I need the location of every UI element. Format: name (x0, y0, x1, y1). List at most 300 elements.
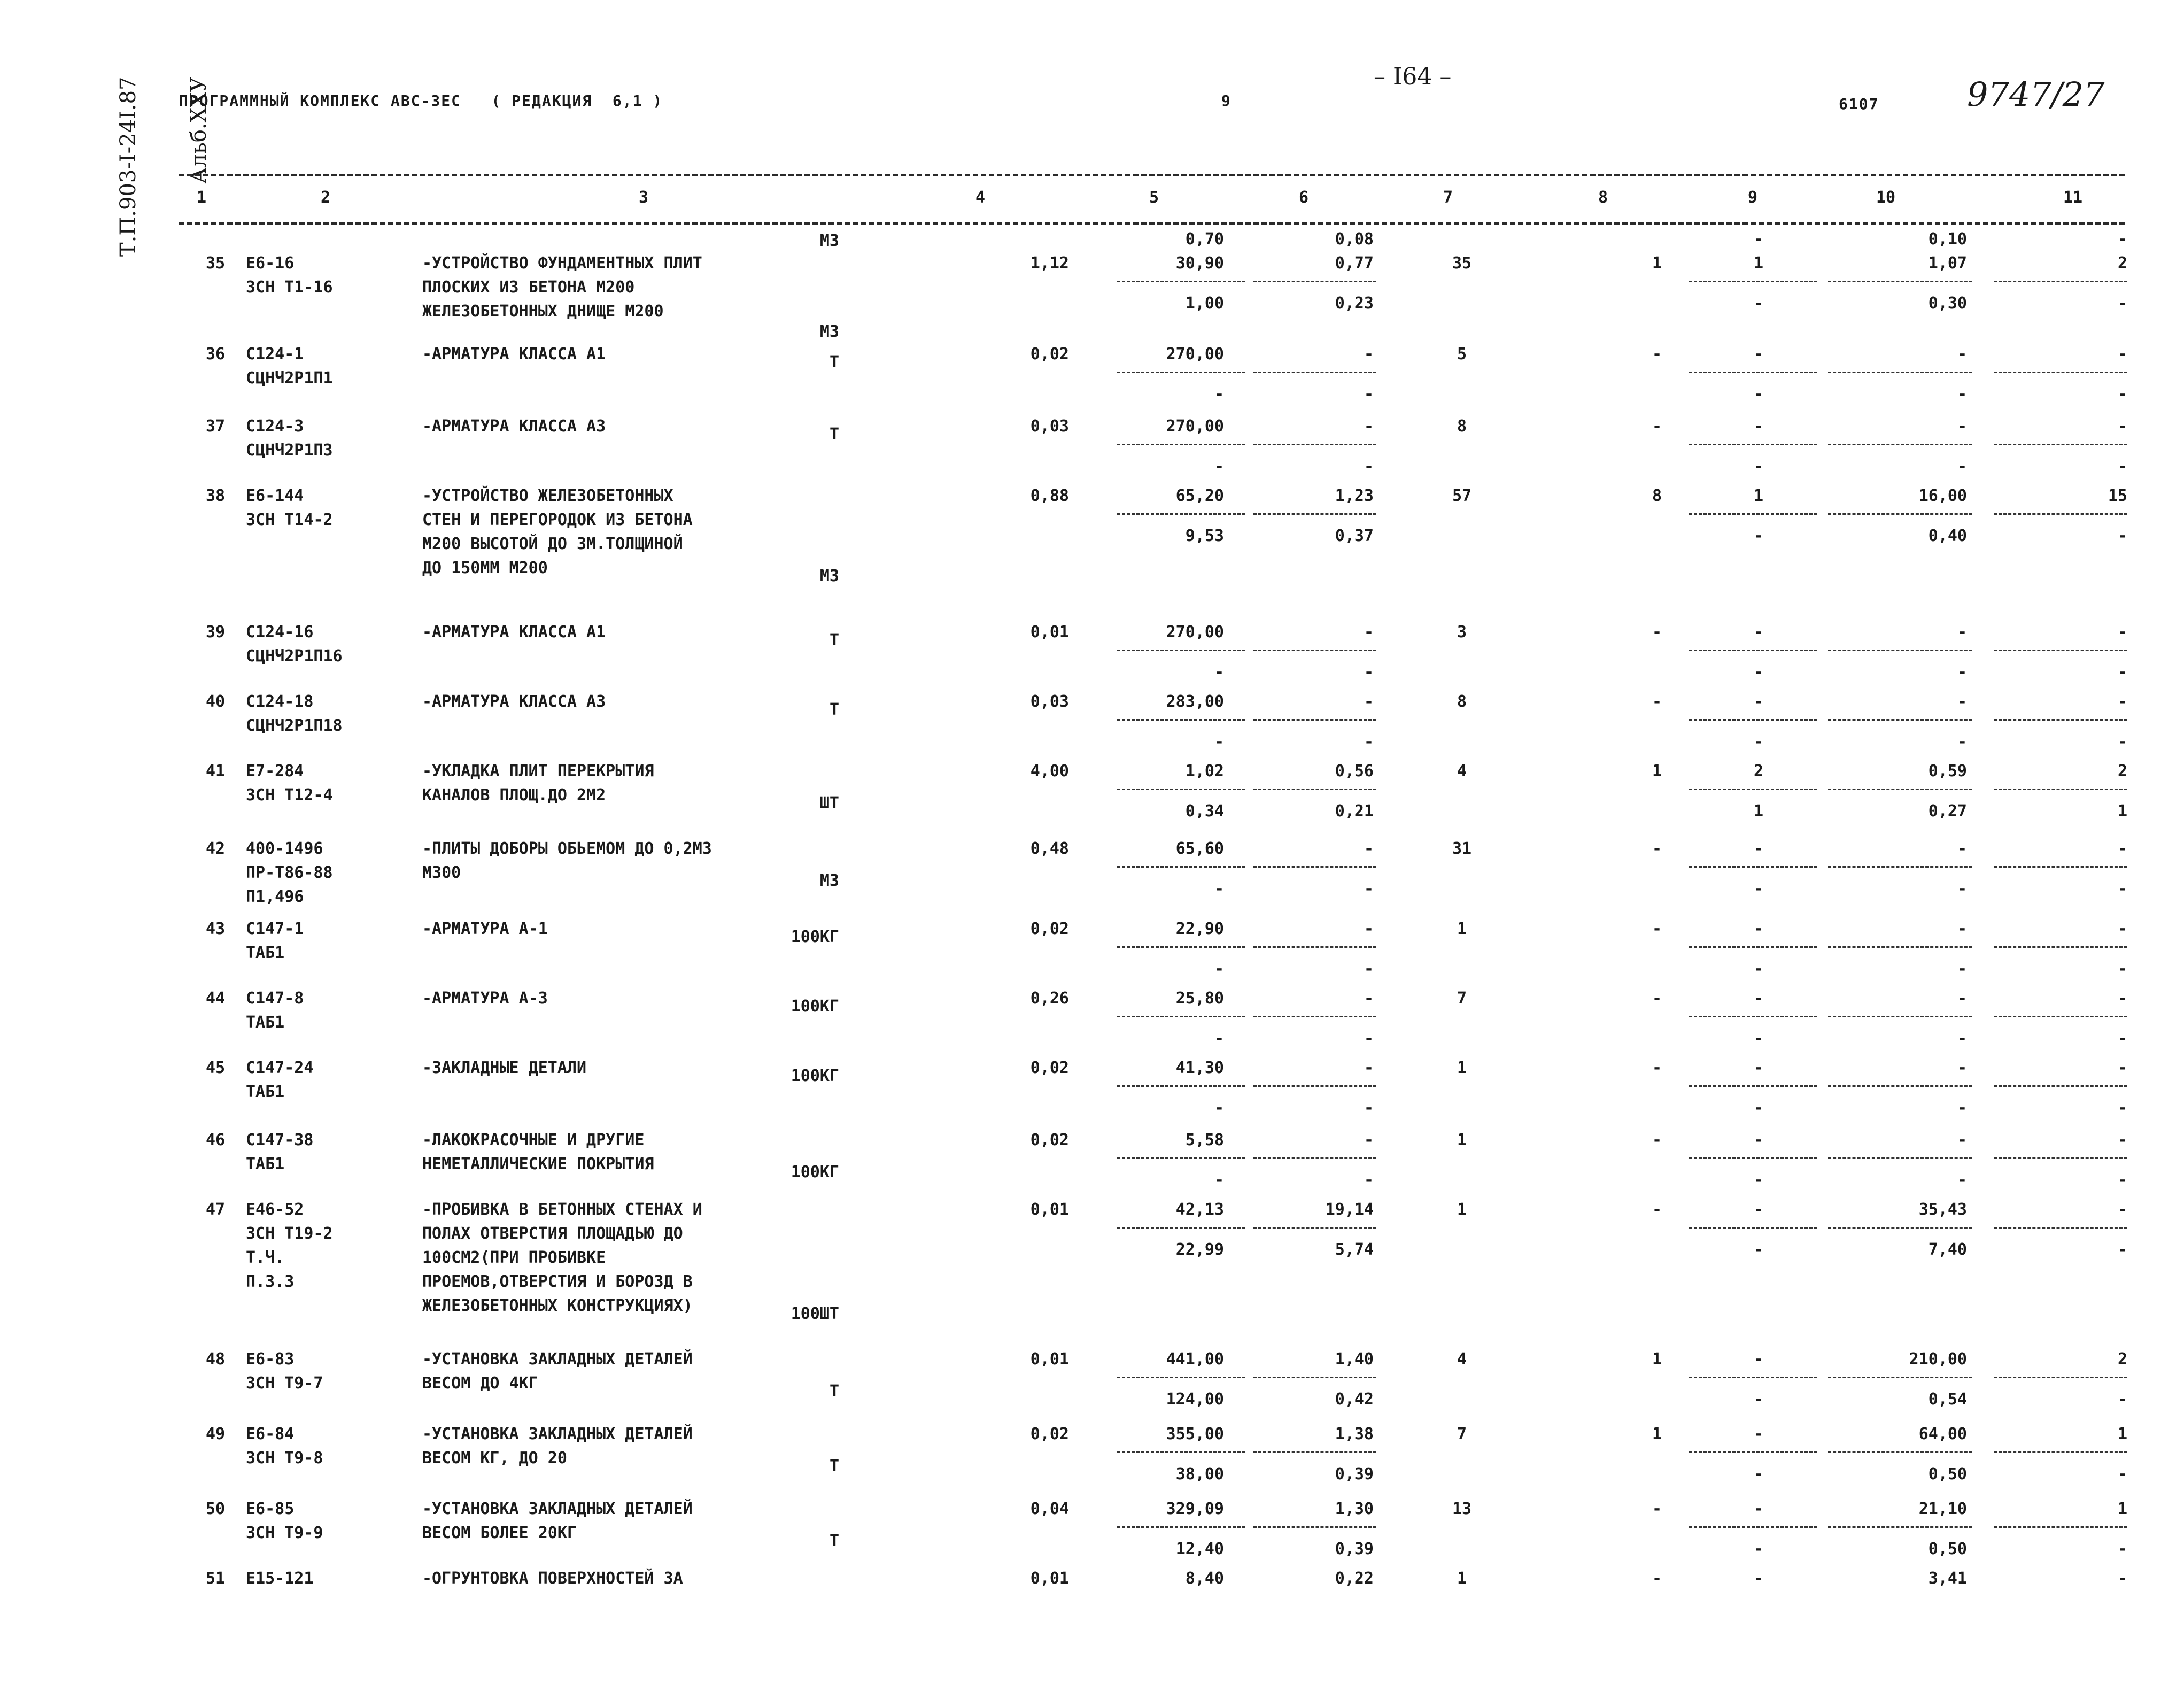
row-col6: 1,23 (1335, 486, 1374, 505)
row-col6: 0,22 (1335, 1569, 1374, 1588)
col-3: 3 (639, 188, 649, 207)
row-col11: - (2117, 692, 2127, 711)
col-8: 8 (1598, 188, 1608, 207)
cell-divider (1253, 1227, 1376, 1229)
row-col5-sub: 22,99 (1175, 1240, 1224, 1259)
row-code: С147-1 ТАБ1 (246, 920, 304, 962)
row-col7: 3 (1457, 623, 1467, 642)
col-7: 7 (1443, 188, 1453, 207)
row-col6: - (1364, 920, 1374, 938)
row-col10: - (1957, 692, 1967, 711)
row-col10-sub: - (1957, 1171, 1967, 1190)
row-col5: 65,20 (1175, 486, 1224, 505)
row-col9: - (1753, 920, 1764, 938)
cell-divider (1253, 789, 1376, 790)
row-col10: - (1957, 1059, 1967, 1077)
cell-divider (1994, 1451, 2127, 1453)
col-9: 9 (1748, 188, 1758, 207)
cell-divider (1828, 513, 1972, 515)
row-col10: 21,10 (1918, 1500, 1967, 1518)
row-col11: - (2117, 1200, 2127, 1219)
row-col5-sub: - (1214, 1029, 1224, 1048)
cell-divider (1994, 866, 2127, 868)
cell-divider (1994, 1377, 2127, 1378)
row-description: -ПЛИТЫ ДОБОРЫ ОБЬЕМОМ ДО 0,2М3 М300 (422, 839, 712, 882)
row-col9-sub: - (1753, 1171, 1764, 1190)
row-col5: 270,00 (1166, 417, 1224, 436)
row-col11-sub: - (2117, 385, 2127, 404)
row-number: 39 (206, 623, 226, 642)
row-col9-sub: - (1753, 385, 1764, 404)
row-col4: 0,03 (1030, 417, 1069, 436)
row-description: -АРМАТУРА КЛАССА А1 (422, 623, 606, 642)
row-col6-sub: - (1364, 732, 1374, 751)
row-col10: - (1957, 623, 1967, 642)
row-unit: Т (829, 700, 839, 719)
row-col4: 0,03 (1030, 692, 1069, 711)
row-number: 46 (206, 1131, 226, 1149)
row-col7: 1 (1457, 1200, 1467, 1219)
row-col5: 5,58 (1185, 1131, 1224, 1149)
row-col7: 1 (1457, 1059, 1467, 1077)
row-col6-sub: 0,21 (1335, 802, 1374, 821)
cell-divider (1828, 1377, 1972, 1378)
row-col8: 1 (1652, 1350, 1662, 1369)
row-code: С124-3 СЦНЧ2Р1П3 (246, 417, 333, 460)
cell-divider (1689, 1157, 1817, 1159)
row-number: 50 (206, 1500, 226, 1518)
row-description: -УСТАНОВКА ЗАКЛАДНЫХ ДЕТАЛЕЙ ВЕСОМ КГ, ДО 20 (422, 1425, 693, 1468)
row-col4: 0,02 (1030, 1059, 1069, 1077)
cell-divider (1117, 1085, 1245, 1087)
row-col9-sub: - (1753, 1390, 1764, 1409)
cell-divider (1994, 650, 2127, 651)
row-col7: 5 (1457, 345, 1467, 364)
cell-divider (1994, 372, 2127, 373)
row-col5-sub: - (1214, 879, 1224, 898)
cell-divider (1828, 1451, 1972, 1453)
row-col10-sub: - (1957, 732, 1967, 751)
row-col5: 25,80 (1175, 989, 1224, 1008)
row-col8: 1 (1652, 254, 1662, 273)
row-col6: 1,40 (1335, 1350, 1374, 1369)
row-col6: 1,30 (1335, 1500, 1374, 1518)
row-col6: 19,14 (1325, 1200, 1374, 1219)
cell-divider (1117, 1526, 1245, 1528)
row-col11: - (2117, 1131, 2127, 1149)
row-col11-sub: - (2117, 1240, 2127, 1259)
row-unit: 100КГ (791, 928, 839, 946)
row-code: С147-24 ТАБ1 (246, 1059, 314, 1101)
row-col9: - (1753, 623, 1764, 642)
cell-divider (1689, 1451, 1817, 1453)
row-col11-sub: - (2117, 527, 2127, 545)
row-col10-sub: - (1957, 663, 1967, 682)
row-col6-sub: - (1364, 960, 1374, 978)
row-col5-sub: - (1214, 732, 1224, 751)
cell-divider (1117, 866, 1245, 868)
row-code: С124-1 СЦНЧ2Р1П1 (246, 345, 333, 388)
row-col5: 270,00 (1166, 623, 1224, 642)
row-col11: 1 (2117, 1500, 2127, 1518)
row-col11: 1 (2117, 1425, 2127, 1443)
row-col10: 16,00 (1918, 486, 1967, 505)
row-col11: - 2 (2117, 230, 2127, 273)
row-col5: 441,00 (1166, 1350, 1224, 1369)
row-col5-sub: 0,34 (1185, 802, 1224, 821)
row-col4: 0,04 (1030, 1500, 1069, 1518)
row-description: -ОГРУНТОВКА ПОВЕРХНОСТЕЙ ЗА (422, 1569, 683, 1588)
row-col4: 0,01 (1030, 1569, 1069, 1588)
row-col8: - (1652, 1569, 1662, 1588)
cell-divider (1994, 513, 2127, 515)
row-unit: Т (829, 1532, 839, 1550)
row-col6: - (1364, 417, 1374, 436)
row-col4: 0,01 (1030, 1200, 1069, 1219)
cell-divider (1689, 946, 1817, 948)
cell-divider (1253, 650, 1376, 651)
cell-divider (1117, 1016, 1245, 1017)
row-col8: - (1652, 1500, 1662, 1518)
row-col9: 2 (1753, 762, 1764, 781)
row-col10-sub: 0,27 (1928, 802, 1967, 821)
row-col5-sub: - (1214, 385, 1224, 404)
row-col6-sub: - (1364, 385, 1374, 404)
row-col10: - (1957, 839, 1967, 858)
cell-divider (1253, 719, 1376, 721)
row-col8: - (1652, 1200, 1662, 1219)
cell-divider (1689, 866, 1817, 868)
handwritten-number: 9747/27 (1967, 75, 2105, 114)
cell-divider (1253, 1085, 1376, 1087)
row-col10-sub: 0,30 (1928, 294, 1967, 313)
row-description: -АРМАТУРА А-3 (422, 989, 548, 1008)
row-description: -УСТРОЙСТВО ЖЕЛЕЗОБЕТОННЫХ СТЕН И ПЕРЕГОРОДОК ИЗ БЕТОНА М200 ВЫСОТОЙ ДО 3М.ТОЛЩИНОЙ ДО 150ММ М200 (422, 486, 693, 577)
row-col5-sub: 124,00 (1166, 1390, 1224, 1409)
row-unit: Т (829, 1457, 839, 1476)
row-col6: - (1364, 839, 1374, 858)
cell-divider (1253, 1157, 1376, 1159)
cell-divider (1689, 372, 1817, 373)
row-col8: - (1652, 692, 1662, 711)
row-unit-above: М3 (819, 231, 839, 250)
row-col11: - (2117, 989, 2127, 1008)
cell-divider (1689, 719, 1817, 721)
row-number: 43 (206, 920, 226, 938)
row-col8: 1 (1652, 762, 1662, 781)
cell-divider (1828, 444, 1972, 445)
row-col9-sub: - (1753, 960, 1764, 978)
row-col6-sub: - (1364, 663, 1374, 682)
row-col5-sub: - (1214, 1099, 1224, 1117)
table-top-rule (179, 174, 2125, 176)
row-description: -УКЛАДКА ПЛИТ ПЕРЕКРЫТИЯ КАНАЛОВ ПЛОЩ.ДО 2М2 (422, 762, 654, 805)
row-col9: - (1753, 989, 1764, 1008)
cell-divider (1117, 946, 1245, 948)
cell-divider (1994, 1526, 2127, 1528)
row-unit: Т (829, 425, 839, 444)
cell-divider (1117, 444, 1245, 445)
row-col5: 65,60 (1175, 839, 1224, 858)
row-col10: - (1957, 989, 1967, 1008)
row-col10: - (1957, 920, 1967, 938)
row-col11: - (2117, 839, 2127, 858)
row-col5: 283,00 (1166, 692, 1224, 711)
row-col10-sub: 0,50 (1928, 1465, 1967, 1484)
row-col5-sub: - (1214, 960, 1224, 978)
row-unit-above: М3 (819, 322, 839, 341)
side-stamp-line2: Альб.XXУ (187, 76, 211, 184)
cell-divider (1117, 650, 1245, 651)
row-col11-sub: - (2117, 1029, 2127, 1048)
row-col9: - (1753, 692, 1764, 711)
row-unit: 100ШТ (791, 1304, 839, 1323)
row-col4: 0,02 (1030, 920, 1069, 938)
row-code: 400-1496 ПР-Т86-88 П1,496 (246, 839, 333, 906)
row-col8: - (1652, 1059, 1662, 1077)
row-col11: 2 (2117, 762, 2127, 781)
program-header: ПРОГРАММНЫЙ КОМПЛЕКС АВС-ЗЕС ( РЕДАКЦИЯ 6,1 ) (179, 92, 663, 110)
row-col8: - (1652, 920, 1662, 938)
row-col4: 0,48 (1030, 839, 1069, 858)
row-col6-sub: - (1364, 1029, 1374, 1048)
row-col5: 41,30 (1175, 1059, 1224, 1077)
row-col11-sub: - (2117, 1540, 2127, 1558)
row-col6: 0,08 0,77 (1335, 230, 1374, 273)
row-code: Е6-83 ЗСН Т9-7 (246, 1350, 323, 1393)
row-unit: М3 (819, 871, 839, 890)
row-col9-sub: 1 (1753, 802, 1764, 821)
row-unit: Т (829, 1382, 839, 1401)
row-col4: 0,88 (1030, 486, 1069, 505)
row-col10-sub: - (1957, 385, 1967, 404)
row-col6-sub: - (1364, 457, 1374, 476)
row-col5: 355,00 (1166, 1425, 1224, 1443)
cell-divider (1994, 281, 2127, 282)
row-unit: Т (829, 353, 839, 372)
row-col6: - (1364, 1059, 1374, 1077)
row-col7: 1 (1457, 1569, 1467, 1588)
row-col5-sub: - (1214, 457, 1224, 476)
row-number: 44 (206, 989, 226, 1008)
page-number: – I64 – (1374, 63, 1452, 90)
row-col7: 7 (1457, 1425, 1467, 1443)
row-col8: - (1652, 345, 1662, 364)
row-col7: 35 (1452, 254, 1472, 273)
cell-divider (1253, 1526, 1376, 1528)
row-col11: - (2117, 1059, 2127, 1077)
cell-divider (1828, 1085, 1972, 1087)
row-description: -АРМАТУРА А-1 (422, 920, 548, 938)
cell-divider (1253, 444, 1376, 445)
row-col10-sub: - (1957, 457, 1967, 476)
row-col11-sub: - (2117, 732, 2127, 751)
row-col8: - (1652, 989, 1662, 1008)
cell-divider (1253, 372, 1376, 373)
row-col9-sub: - (1753, 663, 1764, 682)
row-col4: 0,01 (1030, 1350, 1069, 1369)
cell-divider (1117, 719, 1245, 721)
row-code: Е6-85 ЗСН Т9-9 (246, 1500, 323, 1542)
row-description: -УСТРОЙСТВО ФУНДАМЕНТНЫХ ПЛИТ ПЛОСКИХ ИЗ БЕТОНА М200 ЖЕЛЕЗОБЕТОННЫХ ДНИЩЕ М200 (422, 254, 702, 321)
row-col9-sub: - (1753, 294, 1764, 313)
row-col10: 35,43 (1918, 1200, 1967, 1219)
row-col4: 4,00 (1030, 762, 1069, 781)
col-5: 5 (1149, 188, 1159, 207)
row-col9: - (1753, 1200, 1764, 1219)
row-col9-sub: - (1753, 1465, 1764, 1484)
col-1: 1 (197, 188, 207, 207)
row-code: С147-38 ТАБ1 (246, 1131, 314, 1173)
row-col7: 13 (1452, 1500, 1472, 1518)
row-col6: 0,56 (1335, 762, 1374, 781)
row-number: 38 (206, 486, 226, 505)
cell-divider (1117, 281, 1245, 282)
row-col11: - (2117, 920, 2127, 938)
col-10: 10 (1876, 188, 1896, 207)
cell-divider (1828, 866, 1972, 868)
row-col7: 31 (1452, 839, 1472, 858)
row-col5: 8,40 (1185, 1569, 1224, 1588)
row-col10: - (1957, 345, 1967, 364)
row-col10-sub: 0,40 (1928, 527, 1967, 545)
cell-divider (1828, 372, 1972, 373)
sheet-number: 9 (1221, 92, 1232, 110)
cell-divider (1253, 513, 1376, 515)
cell-divider (1117, 1451, 1245, 1453)
row-number: 37 (206, 417, 226, 436)
row-col7: 8 (1457, 692, 1467, 711)
row-col5: 22,90 (1175, 920, 1224, 938)
col-11: 11 (2063, 188, 2083, 207)
row-col6-sub: 5,74 (1335, 1240, 1374, 1259)
row-col8: 8 (1652, 486, 1662, 505)
row-col11: - (2117, 417, 2127, 436)
row-col7: 1 (1457, 1131, 1467, 1149)
cell-divider (1117, 513, 1245, 515)
row-col10: - (1957, 1131, 1967, 1149)
row-col8: - (1652, 1131, 1662, 1149)
row-col10: 210,00 (1909, 1350, 1967, 1369)
cell-divider (1828, 1157, 1972, 1159)
cell-divider (1994, 1016, 2127, 1017)
col-4: 4 (975, 188, 986, 207)
row-code: Е6-84 ЗСН Т9-8 (246, 1425, 323, 1468)
row-col10-sub: 0,54 (1928, 1390, 1967, 1409)
row-col10-sub: - (1957, 1099, 1967, 1117)
row-col6: - (1364, 692, 1374, 711)
row-col6: 1,38 (1335, 1425, 1374, 1443)
cell-divider (1689, 1526, 1817, 1528)
row-col9: 1 (1753, 486, 1764, 505)
row-col9-sub: - (1753, 1029, 1764, 1048)
row-col6-sub: - (1364, 1099, 1374, 1117)
row-code: С124-18 СЦНЧ2Р1П18 (246, 692, 343, 735)
cell-divider (1689, 444, 1817, 445)
row-col7: 1 (1457, 920, 1467, 938)
row-unit: М3 (819, 567, 839, 585)
col-2: 2 (321, 188, 331, 207)
row-col7: 4 (1457, 762, 1467, 781)
row-description: -УСТАНОВКА ЗАКЛАДНЫХ ДЕТАЛЕЙ ВЕСОМ БОЛЕЕ 20КГ (422, 1500, 693, 1542)
document-code: 6107 (1839, 95, 1879, 113)
row-col10: 64,00 (1918, 1425, 1967, 1443)
table-header-rule (179, 222, 2125, 225)
row-col6-sub: 0,39 (1335, 1465, 1374, 1484)
row-col9-sub: - (1753, 1240, 1764, 1259)
row-description: -АРМАТУРА КЛАССА А1 (422, 345, 606, 364)
row-col7: 7 (1457, 989, 1467, 1008)
cell-divider (1828, 1526, 1972, 1528)
row-col9: - (1753, 1131, 1764, 1149)
row-col5: 1,02 (1185, 762, 1224, 781)
row-code: Е15-121 (246, 1569, 314, 1588)
row-number: 51 (206, 1569, 226, 1588)
row-col10-sub: 0,50 (1928, 1540, 1967, 1558)
row-col9: - (1753, 417, 1764, 436)
row-col8: - (1652, 417, 1662, 436)
row-col6-sub: - (1364, 879, 1374, 898)
row-col6: - (1364, 1131, 1374, 1149)
cell-divider (1253, 866, 1376, 868)
row-number: 45 (206, 1059, 226, 1077)
cell-divider (1994, 719, 2127, 721)
row-col10: 3,41 (1928, 1569, 1967, 1588)
row-col11-sub: - (2117, 294, 2127, 313)
row-col5-sub: - (1214, 1171, 1224, 1190)
row-col9: - (1753, 1425, 1764, 1443)
row-col5: 329,09 (1166, 1500, 1224, 1518)
row-col10-sub: 7,40 (1928, 1240, 1967, 1259)
cell-divider (1689, 1085, 1817, 1087)
row-col6-sub: 0,37 (1335, 527, 1374, 545)
row-number: 49 (206, 1425, 226, 1443)
cell-divider (1828, 946, 1972, 948)
row-number: 35 (206, 254, 226, 273)
cell-divider (1117, 372, 1245, 373)
row-col9-sub: - (1753, 1099, 1764, 1117)
row-code: Е46-52 ЗСН Т19-2 Т.Ч. П.3.3 (246, 1200, 333, 1291)
row-col10: - (1957, 417, 1967, 436)
cell-divider (1253, 1016, 1376, 1017)
row-col9-sub: - (1753, 527, 1764, 545)
row-col10-sub: - (1957, 960, 1967, 978)
cell-divider (1689, 789, 1817, 790)
row-description: -АРМАТУРА КЛАССА А3 (422, 692, 606, 711)
cell-divider (1828, 1227, 1972, 1229)
row-col4: 0,26 (1030, 989, 1069, 1008)
row-number: 47 (206, 1200, 226, 1219)
cell-divider (1253, 946, 1376, 948)
row-col10-sub: - (1957, 879, 1967, 898)
col-6: 6 (1299, 188, 1309, 207)
row-col11: 2 (2117, 1350, 2127, 1369)
row-number: 42 (206, 839, 226, 858)
cell-divider (1994, 1085, 2127, 1087)
row-col5: 270,00 (1166, 345, 1224, 364)
row-col9-sub: - (1753, 1540, 1764, 1558)
cell-divider (1253, 1451, 1376, 1453)
row-col6-sub: 0,23 (1335, 294, 1374, 313)
row-col9: - (1753, 1059, 1764, 1077)
row-code: С124-16 СЦНЧ2Р1П16 (246, 623, 343, 666)
row-col7: 4 (1457, 1350, 1467, 1369)
row-col5-sub: 38,00 (1175, 1465, 1224, 1484)
side-stamp (69, 77, 234, 257)
row-unit: 100КГ (791, 997, 839, 1016)
row-col4: 1,12 (1030, 254, 1069, 273)
row-col5: 42,13 (1175, 1200, 1224, 1219)
